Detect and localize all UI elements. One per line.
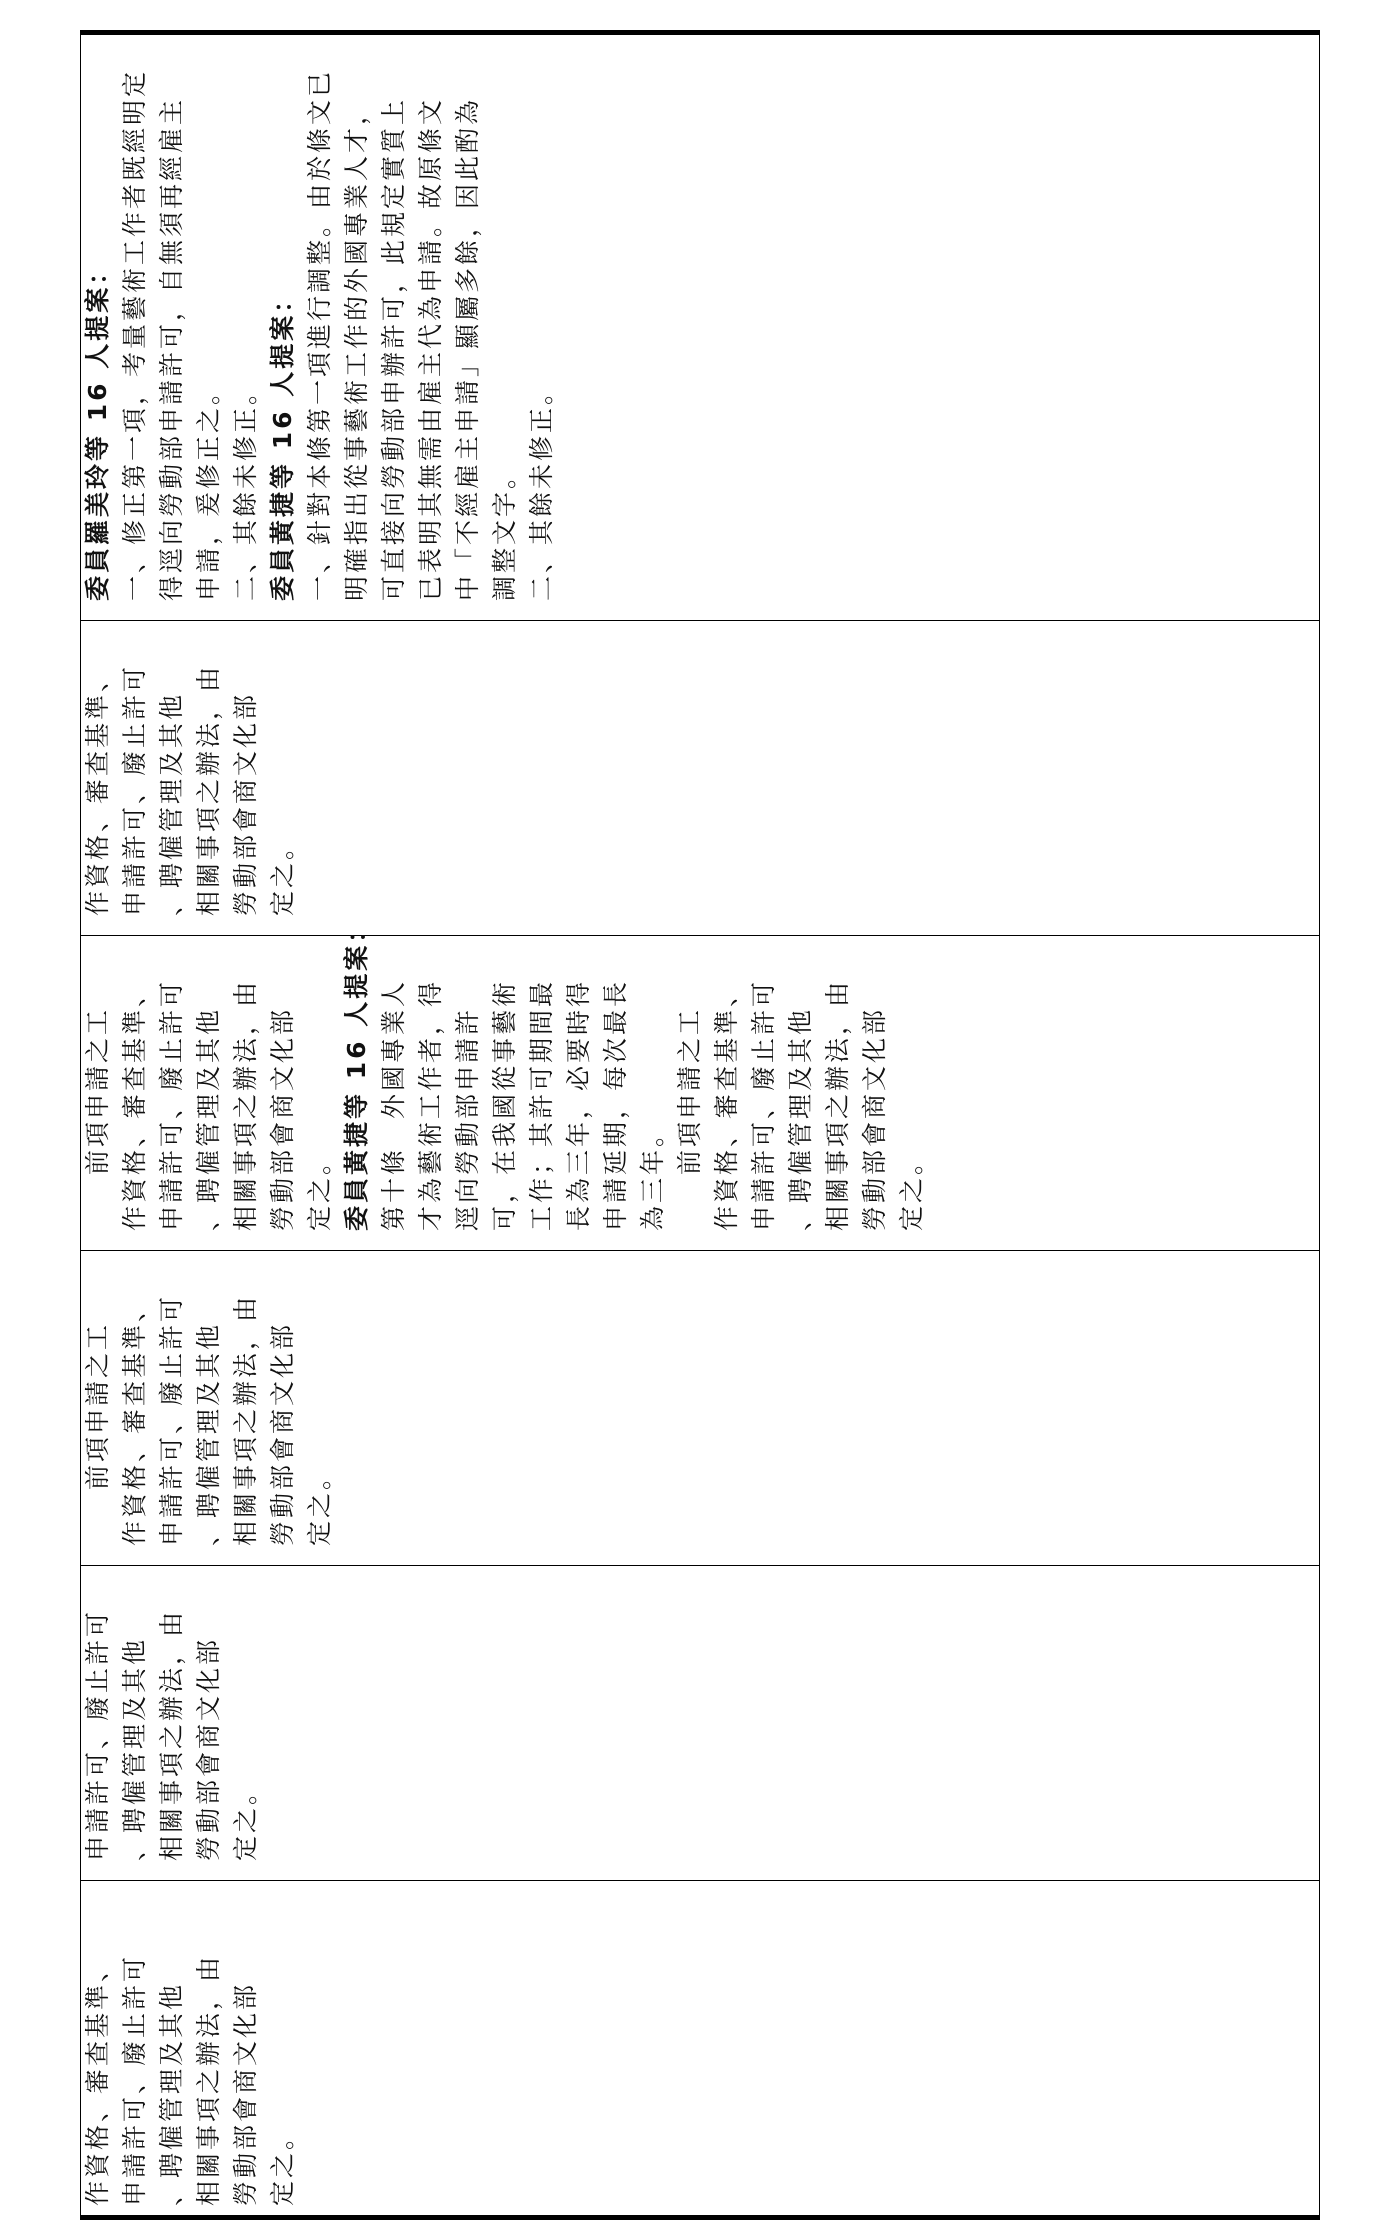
cell-line: 相關事項之辦法，由 [823, 978, 852, 1231]
cell-line: 申請許可、廢止許可 [157, 1293, 186, 1546]
cell-line: 作資格、審查基準、 [120, 1293, 149, 1546]
cell-line: 勞動部會商文化部 [268, 1006, 297, 1231]
cell-line: 相關事項之辦法，由 [231, 978, 260, 1231]
cell-line: 一、針對本條第一項進行調整。由於條文已 [305, 68, 334, 601]
cell-line: 前項申請之工 [83, 1006, 112, 1231]
proposal-heading: 委員黃捷等 16 人提案： [342, 914, 371, 1231]
cell-line: 申請許可、廢止許可 [83, 1608, 112, 1861]
cell-line: 勞動部會商文化部 [231, 1981, 260, 2206]
cell-line: 長為三年，必要時得 [564, 978, 593, 1231]
cell-line: 定之。 [231, 1776, 260, 1861]
cell-line: 可直接向勞動部申辦許可，此規定實質上 [379, 96, 408, 601]
cell-line: 為三年。 [638, 1118, 667, 1231]
cell-line: 作資格、審查基準、 [712, 978, 741, 1231]
cell-line: 定之。 [305, 1461, 334, 1546]
cell-line: 明確指出從事藝術工作的外國專業人才， [342, 96, 371, 601]
cell-line: 、聘僱管理及其他 [194, 1006, 223, 1231]
cell-line: 第十條 外國專業人 [379, 978, 408, 1231]
cell-line: 勞動部會商文化部 [194, 1636, 223, 1861]
cell-line: 作資格、審查基準、 [83, 1953, 112, 2206]
cell-line: 相關事項之辦法，由 [231, 1293, 260, 1546]
cell-line: 得逕向勞動部申請許可，自無須再經雇主 [157, 96, 186, 601]
cell-line: 、聘僱管理及其他 [786, 1006, 815, 1231]
cell-line: 、聘僱管理及其他 [194, 1321, 223, 1546]
cell-line: 可，在我國從事藝術 [490, 978, 519, 1231]
cell-line: 已表明其無需由雇主代為申請。故原條文 [416, 96, 445, 601]
cell-line: 中「不經雇主申請」顯屬多餘，因此酌為 [453, 96, 482, 601]
cell-line: 申請許可、廢止許可 [157, 978, 186, 1231]
cell-line: 前項申請之工 [83, 1321, 112, 1546]
cell-line: 申請，爰修正之。 [194, 376, 223, 601]
cell-line: 申請許可、廢止許可 [120, 663, 149, 916]
cell-line: 申請延期，每次最長 [601, 978, 630, 1231]
cell-line: 定之。 [268, 831, 297, 916]
cell-line: 勞動部會商文化部 [268, 1321, 297, 1546]
cell-line: 、聘僱管理及其他 [120, 1636, 149, 1861]
cell-line: 相關事項之辦法，由 [194, 1953, 223, 2206]
cell-line: 工作；其許可期間最 [527, 978, 556, 1231]
cell-line: 二、其餘未修正。 [527, 376, 556, 601]
cell-line: 勞動部會商文化部 [860, 1006, 889, 1231]
cell-line: 定之。 [268, 2121, 297, 2206]
cell-line: 申請許可、廢止許可 [120, 1953, 149, 2206]
cell-line: 申請許可、廢止許可 [749, 978, 778, 1231]
cell-line: 調整文字。 [490, 460, 519, 601]
proposal-heading: 委員黃捷等 16 人提案： [268, 284, 297, 601]
cell-line: 定之。 [305, 1146, 334, 1231]
cell-line: 相關事項之辦法，由 [194, 663, 223, 916]
cell-line: 二、其餘未修正。 [231, 376, 260, 601]
cell-line: 作資格、審查基準、 [83, 663, 112, 916]
cell-line: 才為藝術工作者，得 [416, 978, 445, 1231]
cell-line: 前項申請之工 [675, 1006, 704, 1231]
cell-line: 相關事項之辦法，由 [157, 1608, 186, 1861]
cell-line: 逕向勞動部申請許 [453, 1006, 482, 1231]
cell-line: 、聘僱管理及其他 [157, 691, 186, 916]
cell-line: 一、修正第一項，考量藝術工作者既經明定 [120, 68, 149, 601]
cell-line: 勞動部會商文化部 [231, 691, 260, 916]
cell-line: 定之。 [897, 1146, 926, 1231]
cell-line: 作資格、審查基準、 [120, 978, 149, 1231]
proposal-heading: 委員羅美玲等 16 人提案： [83, 256, 112, 601]
rotated-page [80, 30, 1320, 2220]
cell-line: 、聘僱管理及其他 [157, 1981, 186, 2206]
